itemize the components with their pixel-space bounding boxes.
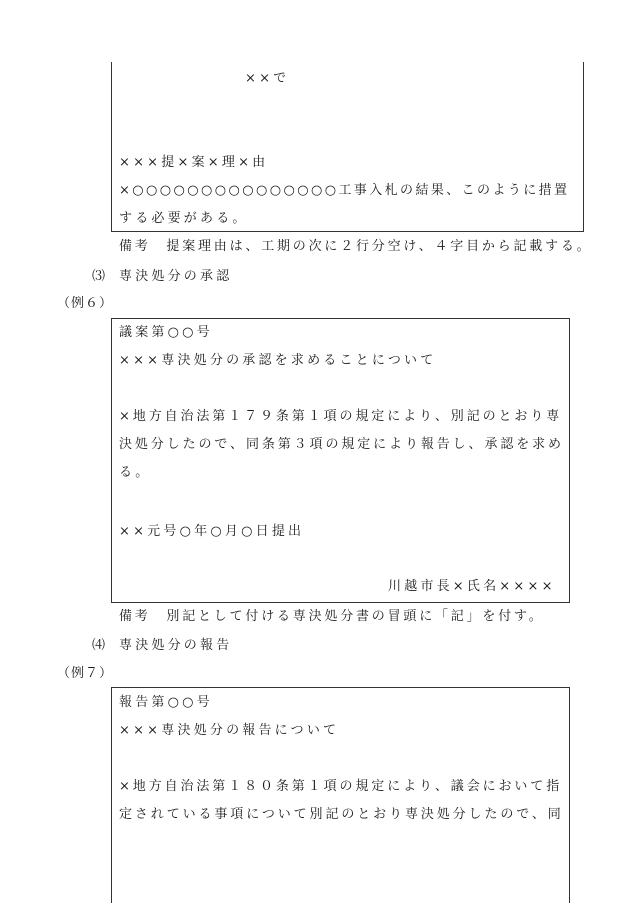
example6-date-line: ××元号○年○月○日提出 <box>119 524 305 539</box>
example7-box <box>111 687 570 903</box>
example7-label: （例７） <box>57 666 114 681</box>
example7-body-line2: 定されている事項について別記のとおり専決処分したので、同 <box>119 807 564 822</box>
box1-reason-line2: する必要がある。 <box>119 211 249 226</box>
example7-report-number: 報告第○○号 <box>119 695 213 710</box>
proposal-box-continued <box>111 62 584 232</box>
box1-proposal-reason-heading: ×××提×案×理×由 <box>119 155 269 170</box>
example6-body-line1: ×地方自治法第１７９条第１項の規定により、別記のとおり専 <box>119 409 563 424</box>
example6-subject: ×××専決処分の承認を求めることについて <box>119 353 437 368</box>
note-exec-disposal-document: 備考 別記として付ける専決処分書の冒頭に「記」を付す。 <box>119 609 545 624</box>
note-proposal-reason: 備考 提案理由は、工期の次に２行分空け、４字目から記載する。 <box>119 239 593 254</box>
example7-body-line1: ×地方自治法第１８０条第１項の規定により、議会において指 <box>119 779 563 794</box>
example6-body-line3: る。 <box>119 465 152 480</box>
example7-subject: ×××専決処分の報告について <box>119 723 340 738</box>
example6-label: （例６） <box>57 296 114 311</box>
section4-number: ⑷ <box>92 638 106 653</box>
example6-bill-number: 議案第○○号 <box>119 325 213 340</box>
box1-line-kakude: ××で <box>245 71 290 86</box>
box1-reason-line1: ×○○○○○○○○○○○○○○○工事入札の結果、このように措置 <box>119 183 570 198</box>
example6-signature: 川越市長×氏名×××× <box>388 579 556 594</box>
section4-title: 専決処分の報告 <box>119 638 233 653</box>
section3-number: ⑶ <box>92 269 106 284</box>
example6-body-line2: 決処分したので、同条第３項の規定により報告し、承認を求め <box>119 437 564 452</box>
section3-title: 専決処分の承認 <box>119 269 233 284</box>
